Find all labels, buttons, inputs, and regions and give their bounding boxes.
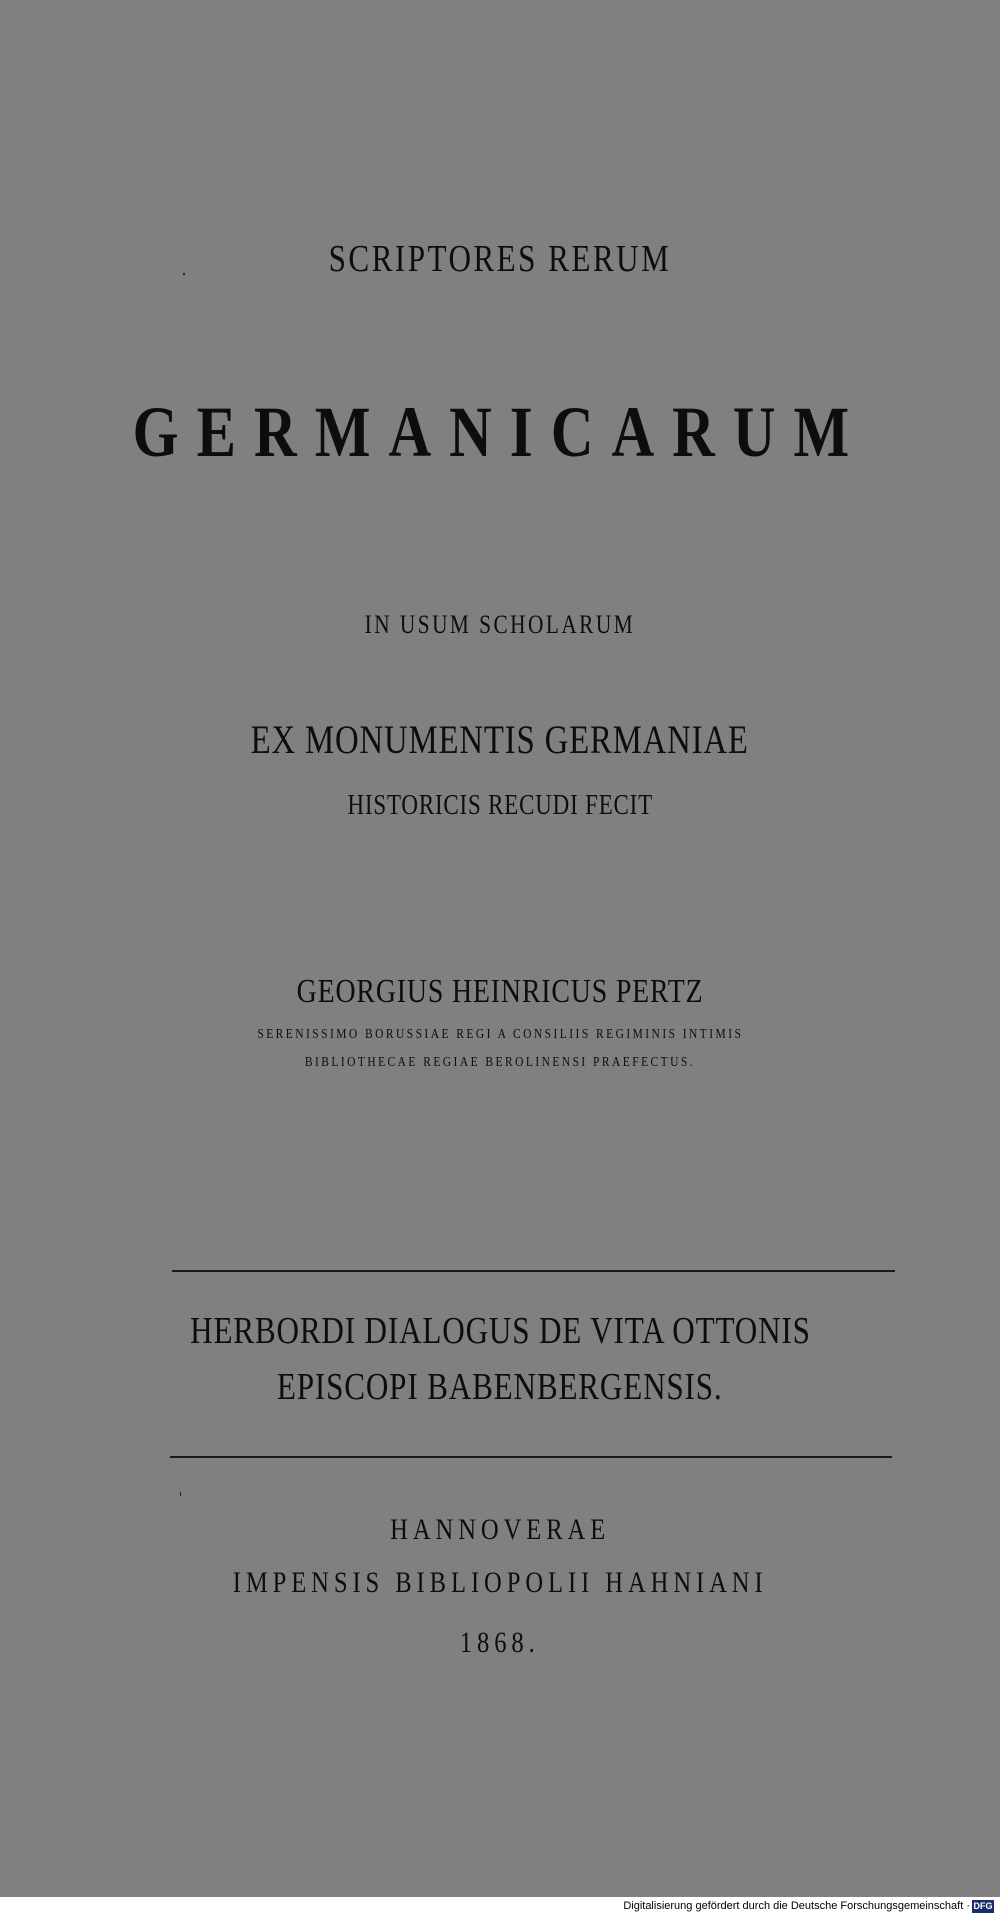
imprint-publisher-text: IMPENSIS BIBLIOPOLII HAHNIANI [232, 1566, 768, 1599]
series-title-line2 [0, 392, 1000, 472]
work-title-line1 [0, 1312, 1000, 1350]
editor-name-text: GEORGIUS HEINRICUS PERTZ [296, 973, 704, 1010]
editor-title-line1-text: SERENISSIMO BORUSSIAE REGI A CONSILIIS REGIMINIS INTIMIS [256, 1027, 744, 1042]
ink-speck [180, 1492, 181, 1496]
editor-title-line2 [0, 1056, 1000, 1070]
source-line2-text: HISTORICIS RECUDI FECIT [347, 790, 653, 821]
editor-title-line1 [0, 1028, 1000, 1042]
work-title-line2-text: EPISCOPI BABENBERGENSIS. [277, 1366, 723, 1408]
imprint-publisher [0, 1568, 1000, 1598]
source-line1-text: EX MONUMENTIS GERMANIAE [250, 717, 750, 762]
digitization-footer [0, 1897, 1000, 1916]
source-line1 [0, 717, 1000, 762]
source-line2 [0, 792, 1000, 820]
usum-text: IN USUM SCHOLARUM [364, 610, 636, 639]
usum-line [0, 612, 1000, 638]
work-title-line1-text: HERBORDI DIALOGUS DE VITA OTTONIS [189, 1310, 811, 1352]
series-title-line1 [0, 240, 1000, 278]
funding-credit: Digitalisierung gefördert durch die Deutsche Forschungsgemeinschaft · [623, 1900, 970, 1912]
imprint-year-text: 1868. [460, 1626, 540, 1659]
editor-name [0, 975, 1000, 1009]
series-title-line1-text: SCRIPTORES RERUM [328, 238, 672, 280]
editor-title-line2-text: BIBLIOTHECAE REGIAE BEROLINENSI PRAEFECTUS. [304, 1055, 696, 1070]
series-title-line2-text: GERMANICARUM [132, 392, 868, 472]
work-title-line2 [0, 1368, 1000, 1406]
dfg-logo-icon: DFG [973, 1901, 993, 1911]
imprint-year [0, 1628, 1000, 1658]
imprint-place-text: HANNOVERAE [389, 1513, 611, 1546]
top-divider [172, 1270, 895, 1272]
imprint-place [0, 1515, 1000, 1545]
bottom-divider [170, 1456, 892, 1458]
